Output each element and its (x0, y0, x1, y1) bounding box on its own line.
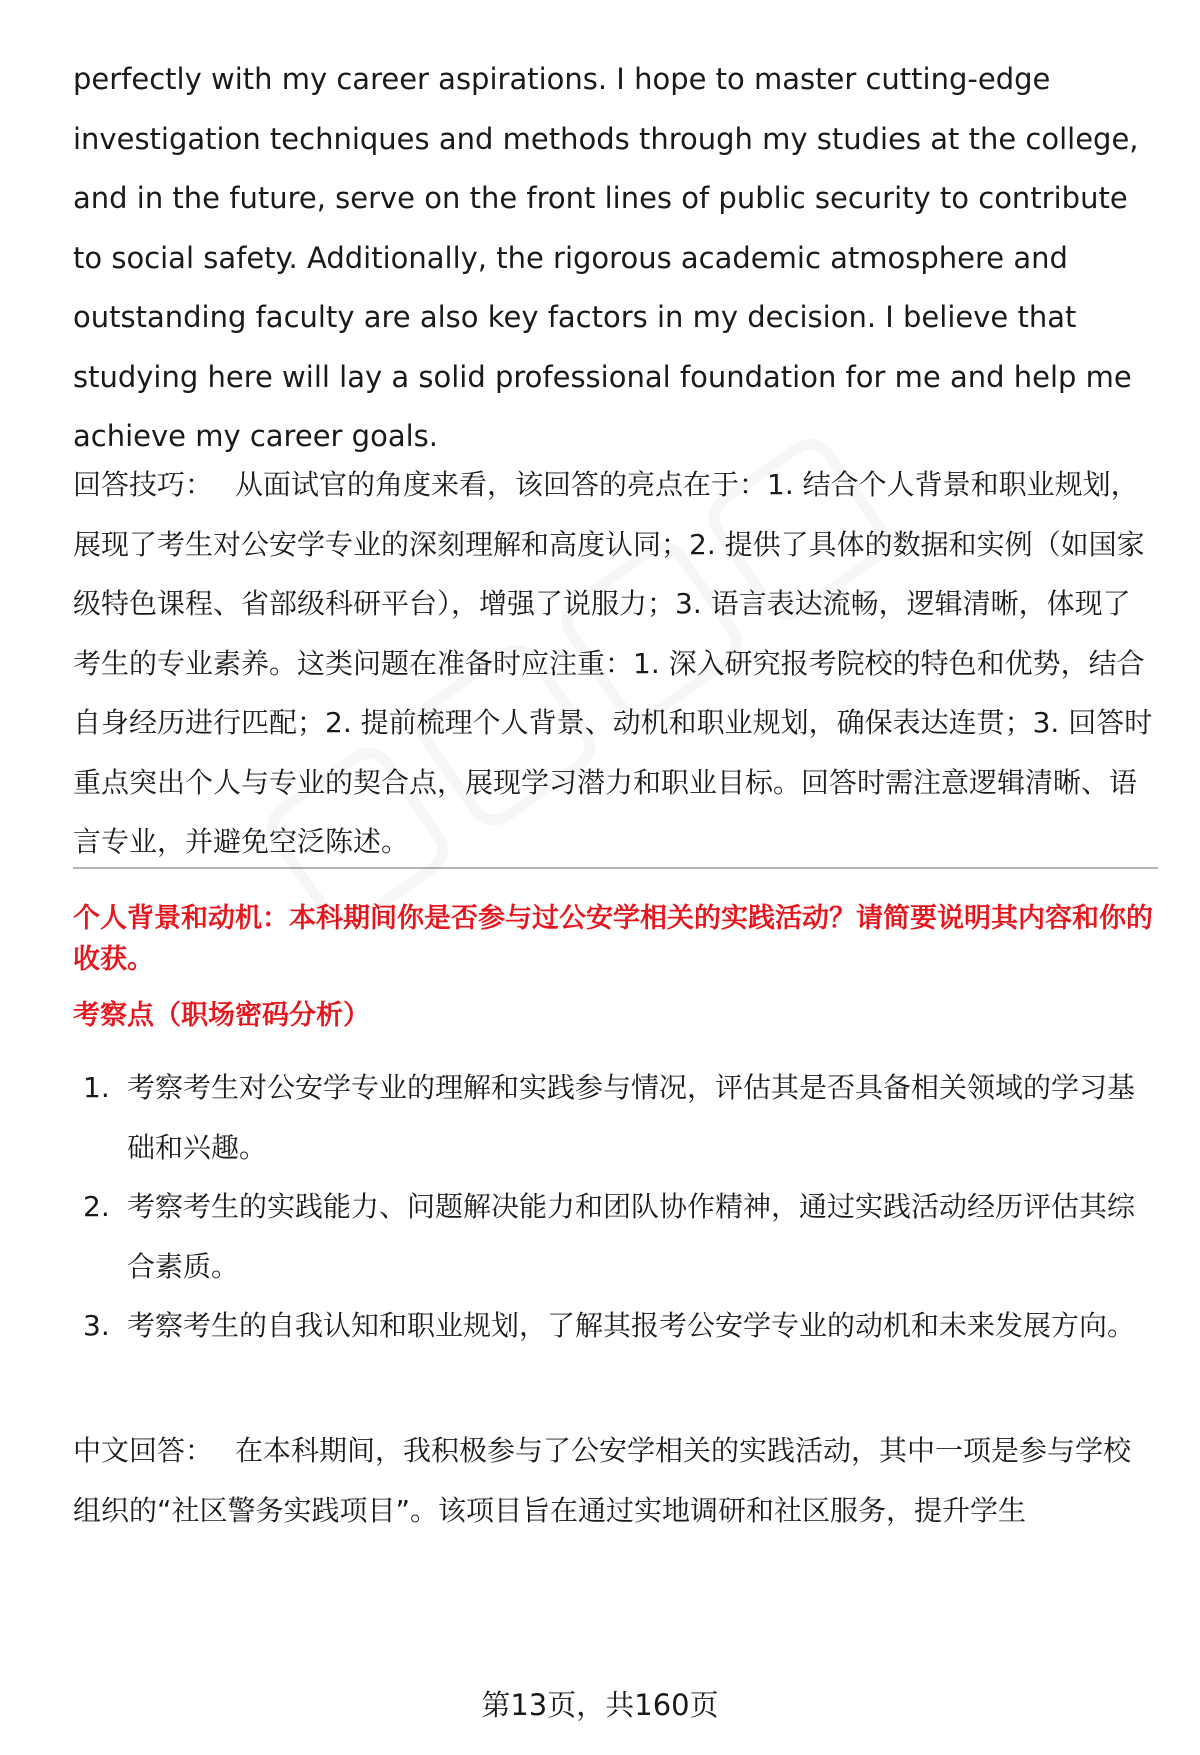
analysis-point-number: 2. (83, 1190, 110, 1223)
chinese-answer-paragraph (73, 1421, 1158, 1540)
question-title: 个人背景和动机：本科期间你是否参与过公安学相关的实践活动？请简要说明其内容和你的收获。 (73, 903, 1153, 975)
chinese-answer-text: 在本科期间，我积极参与了公安学相关的实践活动，其中一项是参与学校组织的“社区警务实践项目”。该项目旨在通过实地调研和社区服务，提升学生 (73, 1434, 1132, 1527)
answer-tips-text: 从面试官的角度来看，该回答的亮点在于：1. 结合个人背景和职业规划，展现了考生对公安学专业的深刻理解和高度认同；2. 提供了具体的数据和实例（如国家级特色课程、省部级科研平台），增强了说服力；3. 语言表达流畅，逻辑清晰，体现了考生的专业素养。这类问题在准备时应注重：1. 深入研究报考院校的特色和优势，结合自身经历进行匹配；2. 提前梳理个人背景、动机和职业规划，确保表达连贯；3. 回答时重点突出个人与专业的契合点，展现学习潜力和职业目标。回答时需注意逻辑清晰、语言专业，并避免空泛陈述。 (73, 468, 1153, 858)
analysis-point-number: 1. (83, 1071, 110, 1104)
analysis-point-text: 考察考生的自我认知和职业规划，了解其报考公安学专业的动机和未来发展方向。 (127, 1309, 1136, 1342)
analysis-point (73, 1296, 1158, 1356)
page-footer: 第13页，共160页 (481, 1688, 719, 1722)
analysis-point-text: 考察考生的实践能力、问题解决能力和团队协作精神，通过实践活动经历评估其综合素质。 (127, 1190, 1136, 1283)
analysis-point-number: 3. (83, 1309, 110, 1342)
answer-tips-paragraph (73, 455, 1158, 872)
analysis-title: 考察点（职场密码分析） (73, 1000, 370, 1031)
answer-tips-label: 回答技巧： (73, 468, 214, 501)
analysis-point-text: 考察考生对公安学专业的理解和实践参与情况，评估其是否具备相关领域的学习基础和兴趣。 (127, 1071, 1136, 1164)
document-page (73, 50, 1158, 1527)
english-answer-paragraph: perfectly with my career aspirations. I hope to master cutting-edge investigation techniques and methods through my studies at the college, and in the future, serve on the front lines of public security to contribute to social safety. Additionally, the rigorous academic atmosphere and outstanding faculty are also key factors in my decision. I believe that studying here will lay a solid professional foundation for me and help me achieve my career goals. (73, 62, 1139, 453)
analysis-point (73, 1058, 1158, 1177)
section-divider (73, 867, 1158, 869)
chinese-answer-label: 中文回答： (73, 1434, 214, 1467)
analysis-point (73, 1177, 1158, 1296)
